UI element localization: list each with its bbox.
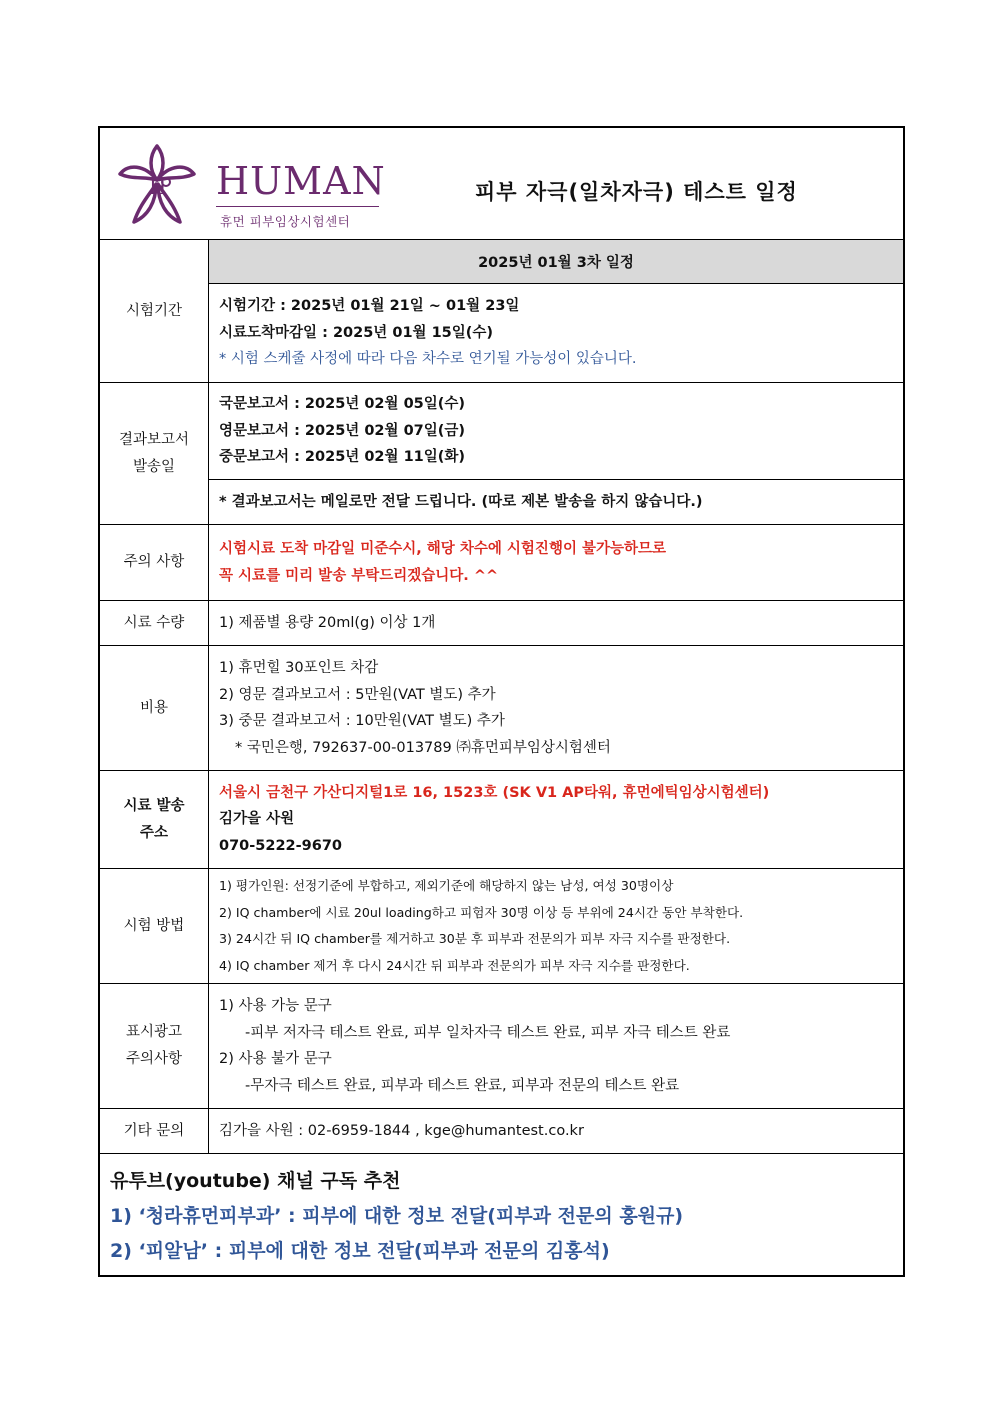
quantity-label: 시료 수량	[100, 601, 209, 646]
youtube-promo	[100, 1154, 903, 1275]
cost-label: 비용	[100, 646, 209, 771]
schedule-sheet	[98, 126, 905, 1277]
logo-underline	[216, 206, 379, 207]
shipping-address: 서울시 금천구 가산디지털1로 16, 1523호 (SK V1 AP타워, 휴먼에틱임상시험센터)	[219, 784, 770, 801]
method-item: 3) 24시간 뒤 IQ chamber를 제거하고 30분 후 피부과 전문의가 피부 자극 지수를 판정한다.	[219, 931, 731, 946]
flower-logo-icon	[116, 144, 198, 226]
schedule-title: 2025년 01월 3차 일정	[209, 240, 904, 284]
period-label: 시험기간	[100, 240, 209, 383]
report-delivery-note: * 결과보고서는 메일로만 전달 드립니다. (따로 제본 발송을 하지 않습니다.)	[209, 480, 904, 525]
allowed-title: 1) 사용 가능 문구	[219, 998, 332, 1014]
contact-text: 김가을 사원 : 02-6959-1844 , kge@humantest.co.kr	[209, 1109, 904, 1154]
schedule-table	[100, 240, 903, 1154]
chinese-report-date: 중문보고서 : 2025년 02월 11일(화)	[219, 449, 466, 466]
cost-item: 2) 영문 결과보고서 : 5만원(VAT 별도) 추가	[219, 686, 496, 703]
shipping-contact-name: 김가을 사원	[219, 811, 295, 828]
caution-text: 시험시료 도착 마감일 미준수시, 해당 차수에 시험진행이 불가능하므로 꼭 시료를 미리 발송 부탁드리겠습니다. ^^	[209, 525, 904, 601]
method-label: 시험 방법	[100, 869, 209, 984]
test-period: 시험기간 : 2025년 01월 21일 ~ 01월 23일	[219, 298, 520, 315]
korean-report-date: 국문보고서 : 2025년 02월 05일(수)	[219, 396, 466, 413]
report-label: 결과보고서 발송일	[100, 383, 209, 525]
shipping-phone: 070-5222-9670	[219, 837, 343, 854]
report-dates	[209, 383, 904, 480]
cost-details	[209, 646, 904, 771]
document-header	[100, 128, 903, 240]
contact-label: 기타 문의	[100, 1109, 209, 1154]
advert-details	[209, 984, 904, 1109]
english-report-date: 영문보고서 : 2025년 02월 07일(금)	[219, 422, 466, 439]
youtube-channel-2: 2) ‘피알남’ : 피부에 대한 정보 전달(피부과 전문의 김홍석)	[110, 1240, 610, 1262]
banned-text: -무자극 테스트 완료, 피부과 테스트 완료, 피부과 전문의 테스트 완료	[245, 1077, 680, 1094]
svg-text:H: H	[149, 175, 167, 199]
method-details	[209, 869, 904, 984]
shipping-label: 시료 발송 주소	[100, 771, 209, 869]
company-logo	[116, 144, 386, 229]
method-item: 2) IQ chamber에 시료 20ul loading하고 피험자 30명 이상 등 부위에 24시간 동안 부착한다.	[219, 904, 744, 920]
sample-deadline: 시료도착마감일 : 2025년 01월 15일(수)	[219, 324, 494, 341]
cost-item: 1) 휴먼힐 30포인트 차감	[219, 660, 379, 676]
logo-wordmark: HUMAN	[216, 159, 386, 203]
postpone-note: * 시험 스케줄 사정에 따라 다음 차수로 연기될 가능성이 있습니다.	[219, 351, 637, 368]
logo-subtitle: 휴먼 피부임상시험센터	[220, 214, 351, 229]
method-item: 4) IQ chamber 제거 후 다시 24시간 뒤 피부과 전문의가 피부 자극 지수를 판정한다.	[219, 957, 690, 973]
method-item: 1) 평가인원: 선정기준에 부합하고, 제외기준에 해당하지 않는 남성, 여성 30명이상	[219, 878, 674, 893]
banned-title: 2) 사용 불가 문구	[219, 1051, 332, 1067]
cost-item: 3) 중문 결과보고서 : 10만원(VAT 별도) 추가	[219, 713, 505, 729]
shipping-details	[209, 771, 904, 869]
caution-label: 주의 사항	[100, 525, 209, 601]
youtube-title: 유투브(youtube) 채널 구독 추천	[110, 1170, 401, 1192]
allowed-text: -피부 저자극 테스트 완료, 피부 일차자극 테스트 완료, 피부 자극 테스트 완료	[245, 1024, 731, 1041]
bank-account: * 국민은행, 792637-00-013789 ㈜휴먼피부임상시험센터	[235, 739, 611, 756]
youtube-channel-1: 1) ‘청라휴먼피부과’ : 피부에 대한 정보 전달(피부과 전문의 홍원규)	[110, 1205, 684, 1227]
period-details	[209, 284, 904, 383]
page-title: 피부 자극(일차자극) 테스트 일정	[475, 180, 798, 204]
quantity-text: 1) 제품별 용량 20ml(g) 이상 1개	[209, 601, 904, 646]
advert-label: 표시광고 주의사항	[100, 984, 209, 1109]
